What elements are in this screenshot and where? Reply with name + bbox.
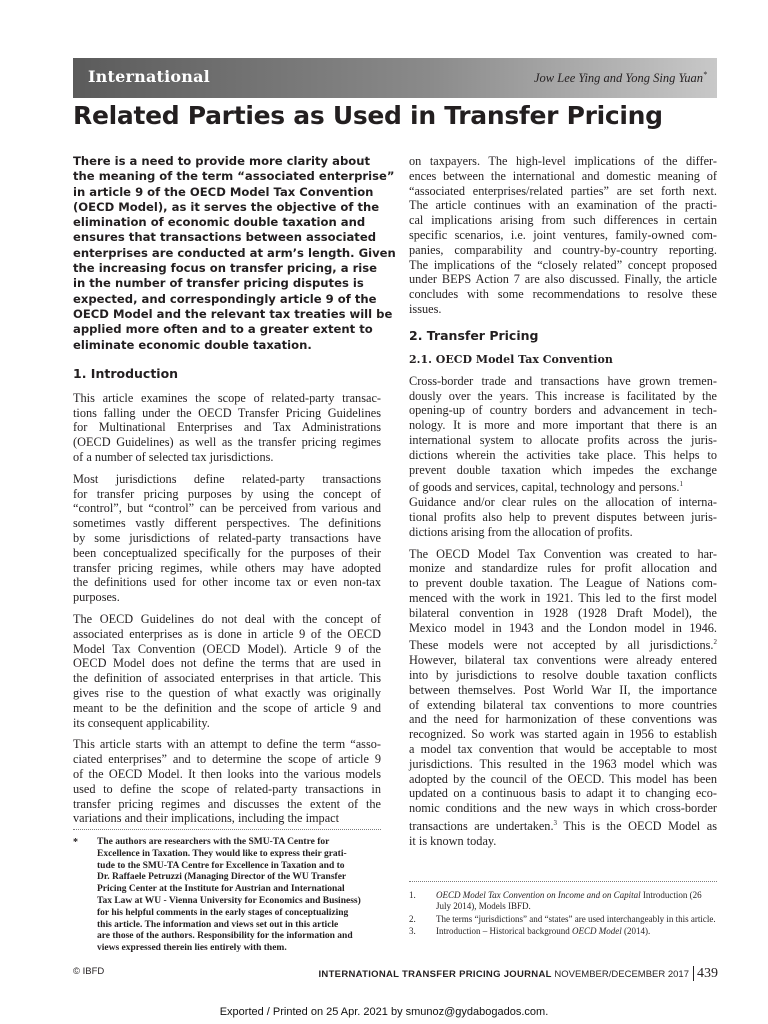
text-line: transfer pricing regimes, while others may have adopted xyxy=(73,560,381,575)
abstract-line: There is a need to provide more clarity about xyxy=(73,154,371,168)
text-line: recognized. So work was started again in 1956 to establish xyxy=(409,727,717,742)
author-footnote-line: Excellence in Taxation. They would like to express their grati- xyxy=(97,848,347,859)
text-line: to prevent double taxation. The League of Nations com- xyxy=(409,576,717,591)
author-footnote-mark: * xyxy=(73,837,78,848)
footnote-ref-2[interactable]: 2 xyxy=(713,638,717,647)
text-line: The article continues with an examination of the practi- xyxy=(409,198,717,213)
text-line: bilateral convention in 1928 (1928 Draft Model), the xyxy=(409,605,717,620)
text-line: the definition of associated enterprises in that article. This xyxy=(73,671,381,686)
intro-paragraph-1 xyxy=(73,391,381,465)
text-line: for Multinational Enterprises and Tax Administrations xyxy=(73,420,381,435)
intro-paragraph-4-continued xyxy=(409,154,717,317)
text-line: between themselves. Post World War II, the importance xyxy=(409,682,717,697)
text-line: Most jurisdictions define related-party transactions xyxy=(73,471,381,486)
footnote-ref-3[interactable]: 3 xyxy=(553,819,558,828)
text-line: Guidance and/or clear rules on the allocation of interna- xyxy=(409,495,717,510)
author-footnote-line: are those of the authors. Responsibility for the information and xyxy=(97,931,353,942)
abstract xyxy=(73,154,396,353)
text-line: tions falling under the OECD Transfer Pricing Guidelines xyxy=(73,405,381,420)
text-line: a model tax convention that would be acceptable to most xyxy=(409,742,717,757)
footnote-divider-right xyxy=(409,881,717,882)
text-line: of a number of selected tax jurisdictions. xyxy=(73,450,274,465)
text-line: on taxpayers. The high-level implications of the differ- xyxy=(409,154,717,168)
text-line: “associated enterprises/related parties” are set forth next. xyxy=(409,183,717,198)
text-line: updated on a continuous basis to adapt it to changing eco- xyxy=(409,786,717,801)
text-line: its consequent applicability. xyxy=(73,715,210,730)
footnote-1: 1. OECD Model Tax Convention on Income and on Capital Introduction (26 July 2014), Models IBFD. xyxy=(409,890,702,911)
copyright: © IBFD xyxy=(73,966,105,977)
text-line: and the need for harmonization of these conventions was xyxy=(409,712,717,727)
text-line: dictions arising from the allocation of profits. xyxy=(409,524,633,539)
text-line: of goods and services, capital, technology and persons.$^1$ xyxy=(409,480,683,495)
text-line: international system to allocate profits across the juris- xyxy=(409,432,717,447)
text-line: of the OECD Model. It then looks into the various models xyxy=(73,766,381,781)
text-line: the definitions used for other income tax or even non-tax xyxy=(73,575,381,590)
author-footnote-text xyxy=(97,837,381,955)
text-line: into by jurisdictions to resolve double taxation conflicts xyxy=(409,668,717,683)
section-1-heading: 1. Introduction xyxy=(73,365,179,381)
text-line: (OECD Guidelines) as well as the transfer pricing regimes xyxy=(73,435,381,450)
abstract-line: ensures that transactions between associated xyxy=(73,230,376,245)
text-line: cal implications arising from such differences in certain xyxy=(409,213,717,228)
text-line: specific scenarios, i.e. joint ventures, family-owned com- xyxy=(409,227,717,242)
section-label: International xyxy=(88,67,210,86)
footnotes xyxy=(409,890,717,939)
author-footnote-line: Tax Law at WU - Vienna University for Economics and Business) xyxy=(97,895,361,906)
export-notice: Exported / Printed on 25 Apr. 2021 by smunoz@gydabogados.com. xyxy=(219,1006,549,1018)
author-footnote-line: Dr. Raffaele Petruzzi (Managing Director of the WU Transfer xyxy=(97,872,347,883)
text-line: been conceptualized specifically for the purposes of their xyxy=(73,545,381,560)
article-title: Related Parties as Used in Transfer Pricing xyxy=(73,101,663,130)
text-line: ences between the international and domestic meaning of xyxy=(409,168,717,183)
text-line: This article starts with an attempt to define the term “asso- xyxy=(73,737,381,752)
author-footnote-line: for his helpful comments in the early stages of conceptualizing xyxy=(97,907,349,918)
author-footnote-line: Pricing Center at the Institute for Austrian and International xyxy=(97,884,345,895)
text-line: The implications of the “closely related” concept proposed xyxy=(409,257,717,272)
abstract-line: elimination of economic double taxation and xyxy=(73,215,366,230)
abstract-line: OECD Model and the relevant tax treaties will be xyxy=(73,306,393,321)
author-footnote-line: tude to the SMU-TA Centre for Excellence in Taxation and to xyxy=(97,860,345,871)
author-footnote-line: The authors are researchers with the SMU-TA Centre for xyxy=(97,837,330,847)
author-footnote-line: views expressed therein lies entirely with them. xyxy=(97,943,287,954)
text-line: prevent double taxation which impedes the exchange xyxy=(409,462,717,477)
text-line: it is known today. xyxy=(409,833,497,848)
intro-paragraph-4 xyxy=(73,737,381,826)
journal-issue: NOVEMBER/DECEMBER 2017 xyxy=(551,969,689,980)
author-footnote-line: this article. The information and views set out in this article xyxy=(97,919,339,930)
transfer-pricing-paragraph-1 xyxy=(409,374,717,540)
text-line: Cross-border trade and transactions have grown tremen- xyxy=(409,373,717,388)
text-line: purposes. xyxy=(73,590,120,605)
text-line: Mexico model in 1943 and the London model in 1946. xyxy=(409,620,717,635)
footnote-2: 2. The terms “jurisdictions” and “states” are used interchangeably in this article. xyxy=(409,913,716,924)
footnote-3: 3. Introduction – Historical background OECD Model (2014). xyxy=(409,926,651,937)
text-line: nomic conditions and the new ways in which cross-border xyxy=(409,801,717,816)
text-line: monize and standardize rules for profit allocation and xyxy=(409,561,717,576)
intro-paragraph-3 xyxy=(73,612,381,730)
text-line: These models were not accepted by all jurisdictions.$^2$ xyxy=(409,638,717,653)
article-authors: Jow Lee Ying and Yong Sing Yuan* xyxy=(533,70,707,86)
abstract-line: in the number of transfer pricing disputes is xyxy=(73,276,364,291)
text-line: dously over the years. This increase is facilitated by the xyxy=(409,388,717,403)
text-line: sometimes vastly different perspectives. The definitions xyxy=(73,516,381,531)
abstract-line: (OECD Model), as it serves the objective of the xyxy=(73,199,380,214)
text-line: meant to be the definition and the scope of article 9 and xyxy=(73,700,381,715)
text-line: ciated enterprises” and to determine the scope of article 9 xyxy=(73,752,381,767)
text-line: OECD Model does not define the terms that are used in xyxy=(73,656,381,671)
abstract-line: the increasing focus on transfer pricing, a rise xyxy=(73,261,378,276)
text-line: tional profits also help to prevent disputes between juris- xyxy=(409,510,717,525)
text-line: by some jurisdictions of related-party transactions have xyxy=(73,531,381,546)
right-column xyxy=(409,154,717,856)
text-line: under BEPS Action 7 are also discussed. Finally, the article xyxy=(409,272,717,287)
journal-footer xyxy=(318,966,718,982)
text-line: variations and their implications, including the impact xyxy=(73,811,340,826)
text-line: issues. xyxy=(409,301,442,316)
text-line: Model Tax Convention (OECD Model). Article 9 of the xyxy=(73,641,381,656)
section-2-1-heading: 2.1. OECD Model Tax Convention xyxy=(409,352,613,366)
abstract-line: expected, and correspondingly article 9 of the xyxy=(73,291,377,306)
abstract-line: in article 9 of the OECD Model Tax Convention xyxy=(73,184,374,199)
footnote-ref-1[interactable]: 1 xyxy=(679,480,683,489)
abstract-line: eliminate economic double taxation. xyxy=(73,337,312,352)
text-line: of extending bilateral tax conventions to more countries xyxy=(409,697,717,712)
text-line: The OECD Model Tax Convention was created to har- xyxy=(409,546,717,561)
text-line: concludes with some recommendations to resolve these xyxy=(409,287,717,302)
text-line: used to define the scope of related-party transactions in xyxy=(73,781,381,796)
intro-paragraph-2 xyxy=(73,472,381,605)
text-line: However, bilateral tax conventions were already entered xyxy=(409,653,717,668)
text-line: opening-up of country borders and advancement in tech- xyxy=(409,403,717,418)
abstract-line: applied more often and to a greater extent to xyxy=(73,322,373,337)
text-line: jurisdictions. This resulted in the 1963 model which was xyxy=(409,756,717,771)
left-column xyxy=(73,154,396,833)
text-line: panies, comparability and country-by-country reporting. xyxy=(409,242,717,257)
text-line: associated enterprises as is done in article 9 of the OECD xyxy=(73,626,381,641)
footnote-divider-left xyxy=(73,829,381,830)
text-line: for transfer pricing purposes by using the concept of xyxy=(73,486,381,501)
abstract-line: enterprises are conducted at arm’s length. Given xyxy=(73,245,396,260)
text-line: “control”, but “control” can be perceived from various and xyxy=(73,501,381,516)
text-line: dictions wherein the activities take place. This helps to xyxy=(409,447,717,462)
text-line: menced with the work in 1921. This led to the first model xyxy=(409,591,717,606)
abstract-line: the meaning of the term “associated enterprise” xyxy=(73,169,395,184)
text-line: nology. It is more and more important that there is an xyxy=(409,418,717,433)
text-line: transfer pricing regimes and discusses the extent of the xyxy=(73,796,381,811)
section-2-heading: 2. Transfer Pricing xyxy=(409,327,539,343)
text-line: This article examines the scope of related-party transac- xyxy=(73,390,381,405)
transfer-pricing-paragraph-2 xyxy=(409,547,717,849)
journal-name: INTERNATIONAL TRANSFER PRICING JOURNAL xyxy=(318,969,552,980)
text-line: The OECD Guidelines do not deal with the concept of xyxy=(73,612,381,627)
section-banner xyxy=(73,58,717,98)
text-line: adopted by the council of the OECD. This model has been xyxy=(409,771,717,786)
text-line: gives rise to the question of what exactly was originally xyxy=(73,686,381,700)
text-line: transactions are undertaken.$^3$ This is the OECD Model as xyxy=(409,819,717,834)
page-number: 439 xyxy=(693,966,718,981)
